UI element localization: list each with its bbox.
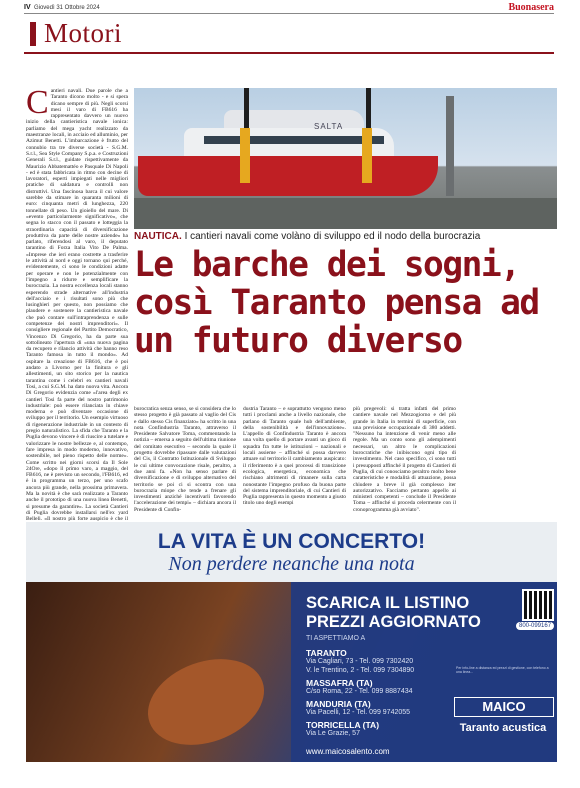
article-kicker: [134, 231, 480, 242]
taranto-acustica-logo: Taranto acustica: [459, 722, 547, 734]
page-number: IV: [24, 4, 31, 11]
ad-title: LA VITA È UN CONCERTO!: [157, 530, 426, 553]
store-address: C/so Roma, 22 - Tel. 099 8887434: [306, 688, 413, 695]
maico-logo: MAICO: [454, 697, 554, 717]
dock-ground: [134, 198, 557, 229]
yacht-photo: [134, 88, 557, 229]
store-address: V. le Trentino, 2 - Tel. 099 7304890: [306, 667, 415, 674]
store-city: TARANTO: [306, 648, 347, 658]
crane-tower: [446, 96, 454, 196]
issue-date: Giovedì 31 Ottobre 2024: [33, 5, 100, 11]
kicker-text: I cantieri navali come volàno di sviluppo ed il nodo della burocrazia: [184, 231, 481, 242]
header-divider: [24, 13, 554, 14]
newspaper-brand: Buonasera: [508, 2, 554, 13]
drop-cap: C: [26, 84, 49, 121]
qr-code-icon[interactable]: [522, 589, 554, 621]
article-column-1: [26, 84, 129, 523]
article-column-4: più pregevoli: si tratta infatti del primo cantiere navale nel Mezzogiorno e del più grande in Italia in termini di superficie, con una previsione occupazionale di 380 addetti. "Nessuno ha intenzione di venir meno alle regole. Ma un conto sono gli adempimenti necessari, un altro le complicazioni burocratiche che inibiscono ogni tipo di investimento. Nel caso specifico, ci sono tutti i presupposti affinché il progetto di Cantieri di Puglia, di cui conosciamo peraltro molto bene caratteristiche e modalità di attuazione, possa chiudere a breve il già complesso iter autorizzativo. Facciamo pertanto appello ai ministeri competenti – conclude il Presidente Toma – affinché si proceda celermente con il cronoprogramma già avviato".: [353, 406, 456, 513]
ad-panel-title-line2: PREZZI AGGIORNATO: [306, 613, 481, 631]
yacht-name: SALTA: [314, 122, 344, 131]
article-column-3: dustria Taranto – e soprattutto vengono meno tutti i proclami anche a livello nazionale, che parlano di Taranto quale hub dell'ambiente, della sostenibilità e dell'innovazione». L'appello di Confindustria Taranto è ancora una volta quello di portare avanti un gioco di squadra fra tutte le istituzioni – nazionali e locali assieme – affinché si possa davvero attuare sul territorio il cambiamento auspicato: il riferimento è a quei processi di transizione ecologica, energetica, economica che rischiano altrimenti di rimanere sulla carta nonostante l'impegno profuso da buona parte del sistema imprenditoriale, di cui Cantieri di Puglia rappresenta in questo momento a giusto titolo uno degli esempi: [243, 406, 346, 507]
store-city: MANDURIA (TA): [306, 699, 371, 709]
kicker-label: NAUTICA.: [134, 231, 182, 242]
store-address: Via Le Grazie, 57: [306, 730, 360, 737]
store-address: Via Pacelli, 12 - Tel. 099 9742055: [306, 709, 411, 716]
header-date: [24, 4, 100, 11]
yacht-hull: [138, 156, 438, 196]
article-text-1: antieri navali. Due parole che a Taranto dicono molto - e si spera dicano sempre di più. Negli scorsi mesi il varo di FB616 ha rappresentato davvero un nuovo inizio della cantieristica navale ionica: parliamo del mega yacht realizzato da maestranze locali, in acciaio ed alluminio, per Azimut Benetti. L'imbarcazione è frutto del connubio tra tre diverse società - S.G.M. S.r.l., Sea Style Company S.p.a. e Costruzioni Generali S.r.l., guidate rispettivamente da Maurizio Abbatemattéo e Pasquale Di Napoli - ed è stata fabbricata in ritmo con decine di lavoratori, esperti impiegati nelle migliori pratiche di saldatura e controlli non distruttivi. Una fascinosa barca il cui valore sarebbe da stimare in quaranta milioni di euro: cinquanta metri di lunghezza, 220 tonnellate di peso. Un gioiello del mare. Di «evento particolarmente significativo», che segna lo stacco con il passato e lotteggia la straordinaria capacità di diversificazione produttiva da parte delle nostre aziende» ha parlato, riferendosi al varo, il deputato tarantino di Forza Italia Vito De Palma. «Imprese che ieri erano costrette a trasferire le attività al nord e oggi tornano qui perché, evidentemente, ci sono le condizioni adatte per operare e non le potenzialmente con l'impegno a ridurre e semplificare la burocrazia. La nostra eccellenza locali stanno esperendo strade alternative all'industria dell'acciaio e i risultati sono più che lusinghieri per questo, non possiamo che plaudere e sostenere la cantieristica navale che può contare sull'intraprendenza e sulle competenze dei nostri imprenditori». Il consigliere regionale del Partito Democratico, Vincenzo Di Gregorio, ha da parte sua sottolineato l'apertura di «una nuova pagina da recupero e rilancio attività che hanno reso Taranto famosa in tutto il mondo». Ad ospitare la creazione di FB616, che è poi andato a Livorno per la finitura e gli allestimenti, un sito storico per la nautica tarantina come i celebri ex cantieri navali Tosi, a cui S.G.M. ha dato nuova vita. Ancora Di Gregorio evidenzia come «l'area degli ex cantieri Tosi fa parte del nostro patrimonio industriale: può essere rilanciata in chiave moderna e può diventare occasione di sviluppo per il territorio. Un esempio virtuoso di rigenerazione industriale in un contesto di pregio naturalistico. La sfida che Taranto e la Puglia devono vincere è di riuscire a tutelare e valorizzare le nostre bellezze e, al contempo, fare impresa in modo moderno, innovativo, sostenibile, nel pieno rispetto delle norme». Come scritto nei giorni scorsi da Il Sole 24Ore, «dopo il primo varo, a maggio, del FB616, ne è previsto un secondo, l'FB616, ed è in programma un terzo, per uno scafo ancora più grande, nella prossima primavera. Ma la novità è che sarà realizzato a Taranto anche il prototipo di una nuova linea Benetti, si presume da garantire». La società Cantieri di Puglia dovrebbe installarsi nell'ex yard Belleli. «Il nostro più forte auspicio è che il: [26, 88, 129, 523]
section-title: Motori: [44, 18, 123, 48]
store-city: TORRICELLA (TA): [306, 720, 380, 730]
ad-panel-title: [306, 594, 481, 632]
violin-shape: [136, 644, 276, 760]
ad-wait-label: TI ASPETTIAMO A: [306, 635, 366, 642]
ad-panel-title-line1: SCARICA IL LISTINO: [306, 594, 470, 612]
yacht-windows: [204, 136, 384, 144]
ad-subtitle: Non perdere neanche una nota: [168, 553, 415, 575]
phone-number[interactable]: 800-099167: [516, 622, 554, 630]
store-city: MASSAFRA (TA): [306, 678, 373, 688]
store-address: Via Cagliari, 73 - Tel. 099 7302420: [306, 658, 414, 665]
advertisement[interactable]: [26, 522, 557, 762]
article-headline: Le barche dei sogni, così Taranto pensa ad un futuro diverso: [134, 245, 539, 361]
ad-website-link[interactable]: www.maicosalento.com: [306, 747, 390, 756]
section-marker: [30, 22, 36, 46]
ad-fine-print: Per info-line a distanza ed prezzi di gestione, con telefono a una linea...: [456, 666, 549, 674]
lifting-strap: [362, 128, 372, 183]
section-divider: [24, 52, 554, 54]
lifting-strap: [240, 128, 250, 183]
article-column-2: burocratica senza senso, se si considera che lo stesso progetto è già passato al vaglio del Cis e dallo stesso Cis finanziato» ha scritto in una nota Confindustria Taranto, attraverso il Presidente Salvatore Toma, commentando la notizia – emersa a seguito dell'ultima riunione del comitato esecutivo – secondo la quale il progetto dovrebbe ripassare dalle valutazioni del Cis, il Contratto Istituzionale di Sviluppo le cui ultime convocazione risale, peraltro, a due anni fa. «Non ha senso parlare di diversificazione e di sviluppo alternativo del territorio se poi ci si scontra con una burocrazia miope che tende a frenare gli investimenti anziché incentivarli favorendo l'accelerazione dei tempi» – dichiara ancora il Presidente di Confin-: [134, 406, 236, 513]
